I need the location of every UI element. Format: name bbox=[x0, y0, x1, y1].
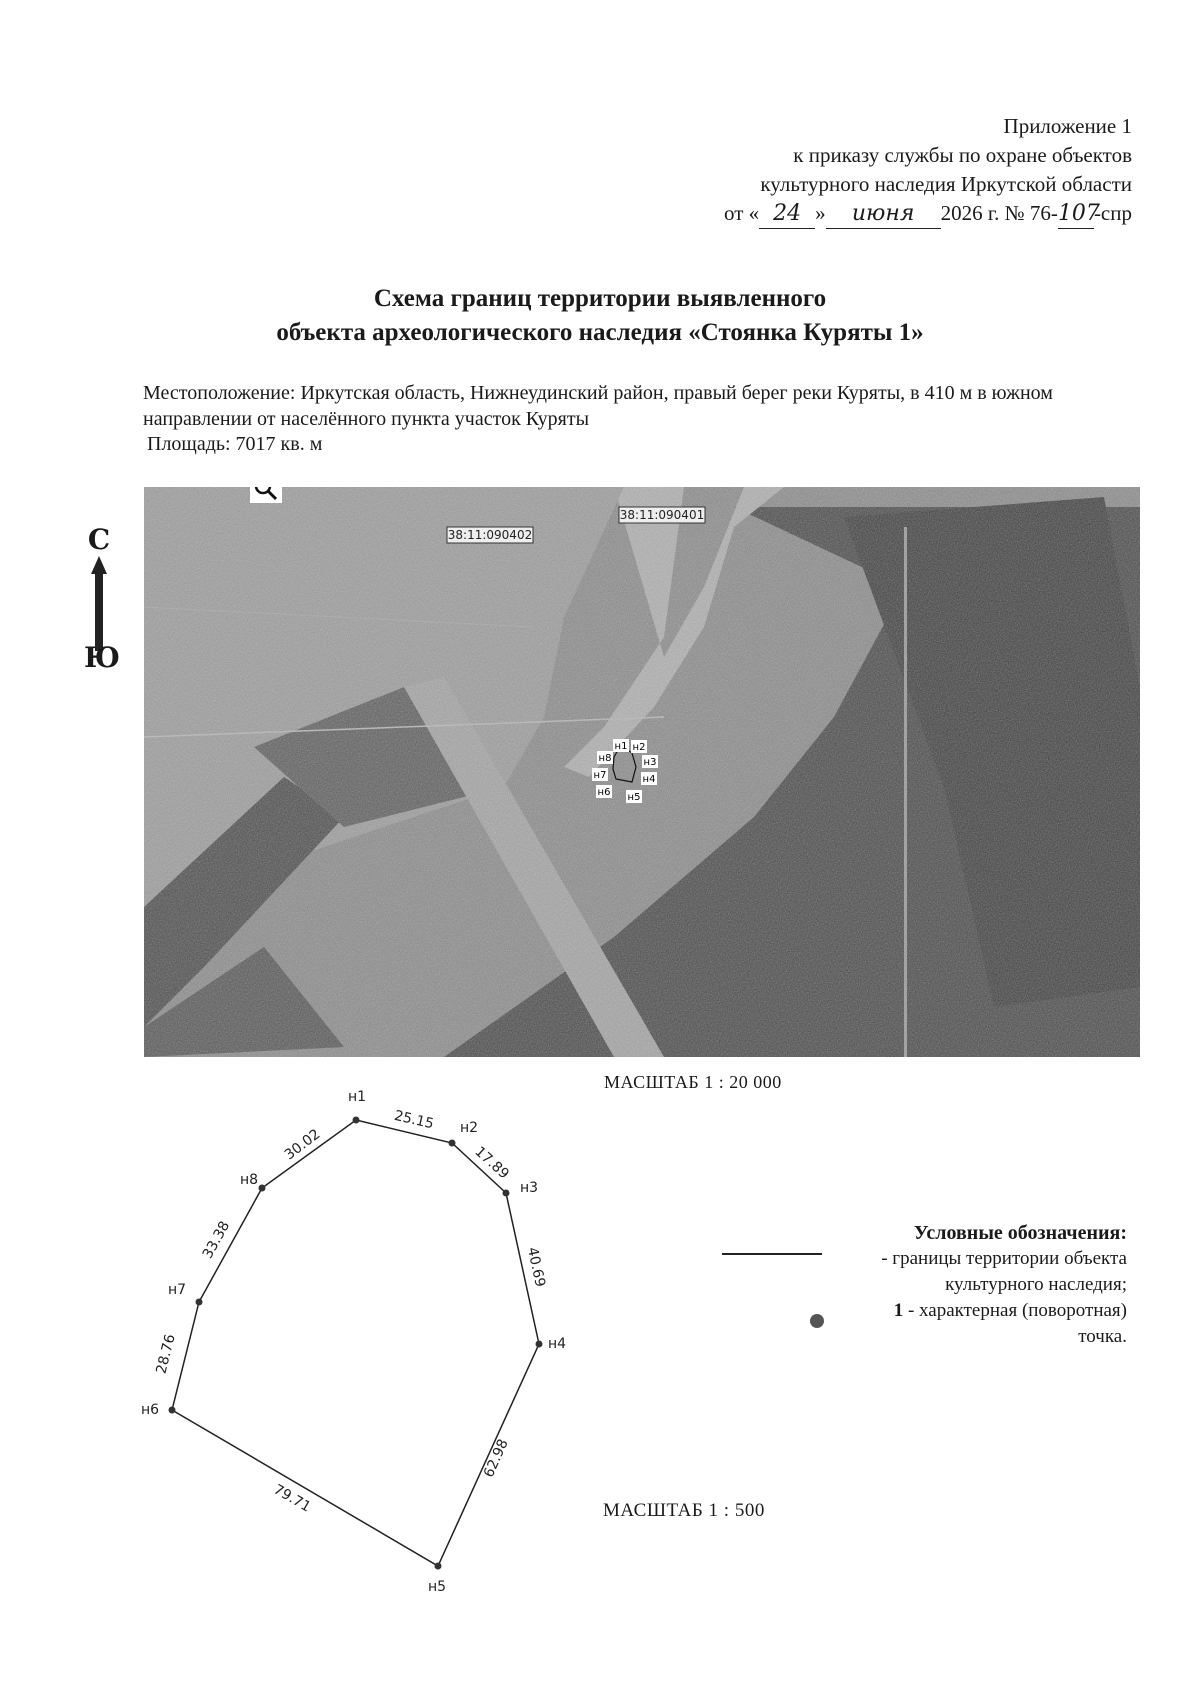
date-month: июня bbox=[826, 199, 941, 229]
svg-text:н8: н8 bbox=[598, 753, 612, 764]
legend-title: Условные обозначения: bbox=[913, 1222, 1127, 1244]
date-year: 2026 г. № 76- bbox=[940, 201, 1058, 225]
compass-north-label: С bbox=[87, 523, 111, 556]
legend-line-desc-1: - границы территории объекта bbox=[881, 1248, 1127, 1269]
legend bbox=[697, 1220, 1127, 1350]
distance-label: 79.71 bbox=[270, 1481, 314, 1516]
boundary-polygon bbox=[172, 1120, 539, 1566]
area-text: Площадь: 7017 кв. м bbox=[147, 433, 323, 455]
distance-label: 40.69 bbox=[523, 1245, 548, 1289]
point-label: н4 bbox=[548, 1336, 567, 1352]
title-line-1: Схема границ территории выявленного bbox=[373, 285, 827, 312]
appendix-line-2: к приказу службы по охране объектов bbox=[793, 143, 1132, 167]
point-marker bbox=[449, 1140, 456, 1147]
date-day: 24 bbox=[759, 199, 815, 229]
svg-text:38:11:090402: 38:11:090402 bbox=[447, 528, 533, 542]
point-marker bbox=[435, 1563, 442, 1570]
distance-label: 30.02 bbox=[281, 1126, 324, 1164]
distance-label: 33.38 bbox=[199, 1218, 234, 1262]
boundary-points bbox=[169, 1117, 543, 1570]
svg-text:38:11:090401: 38:11:090401 bbox=[619, 508, 705, 522]
order-suffix: -спр bbox=[1093, 201, 1132, 225]
svg-text:н7: н7 bbox=[593, 770, 607, 781]
distance-label: 62.98 bbox=[480, 1436, 512, 1480]
point-marker bbox=[169, 1407, 176, 1414]
point-marker bbox=[259, 1185, 266, 1192]
distance-labels bbox=[154, 1108, 548, 1516]
point-label: н5 bbox=[428, 1579, 447, 1595]
svg-text:н2: н2 bbox=[632, 742, 646, 753]
plan-scale: МАСШТАБ 1 : 500 bbox=[603, 1500, 765, 1521]
svg-text:н3: н3 bbox=[643, 757, 657, 768]
point-label: н2 bbox=[460, 1120, 479, 1136]
boundary-line-symbol bbox=[722, 1253, 822, 1255]
date-prefix: от « bbox=[724, 201, 760, 225]
legend-point-number: 1 bbox=[893, 1300, 904, 1321]
legend-point-row bbox=[697, 1298, 1127, 1324]
location-text: Местоположение: Иркутская область, Нижнеудинский район, правый берег реки Куряты, в 410 м в южном направлении от населённого пункта участок Куряты bbox=[143, 382, 1053, 430]
legend-point-desc-1: - характерная (поворотная) bbox=[907, 1300, 1127, 1321]
distance-label: 25.15 bbox=[392, 1107, 436, 1133]
point-label: н3 bbox=[520, 1180, 539, 1196]
point-marker bbox=[536, 1341, 543, 1348]
map-scale: МАСШТАБ 1 : 20 000 bbox=[604, 1072, 782, 1092]
svg-text:н6: н6 bbox=[597, 787, 611, 798]
distance-label: 28.76 bbox=[153, 1332, 179, 1376]
point-label: н6 bbox=[141, 1402, 160, 1418]
point-label: н8 bbox=[240, 1172, 259, 1188]
compass-south-label: Ю bbox=[84, 641, 121, 674]
point-marker bbox=[353, 1117, 360, 1124]
legend-line-desc-2: культурного наследия; bbox=[945, 1274, 1127, 1295]
point-marker bbox=[196, 1299, 203, 1306]
title-line-2: объекта археологического наследия «Стоянка Куряты 1» bbox=[276, 319, 924, 346]
svg-text:н5: н5 bbox=[627, 792, 641, 803]
turning-point-symbol bbox=[810, 1314, 824, 1328]
point-marker bbox=[503, 1190, 510, 1197]
appendix-line-3: культурного наследия Иркутской области bbox=[760, 172, 1132, 196]
appendix-line-1: Приложение 1 bbox=[1003, 114, 1132, 138]
legend-point-desc-2: точка. bbox=[1078, 1326, 1127, 1347]
svg-text:н1: н1 bbox=[614, 741, 628, 752]
date-day-close: » bbox=[815, 201, 826, 225]
svg-text:н4: н4 bbox=[642, 774, 656, 785]
distance-label: 17.89 bbox=[471, 1143, 512, 1183]
order-number: 107 bbox=[1058, 199, 1094, 229]
point-label: н1 bbox=[348, 1089, 367, 1105]
point-label: н7 bbox=[168, 1282, 187, 1298]
